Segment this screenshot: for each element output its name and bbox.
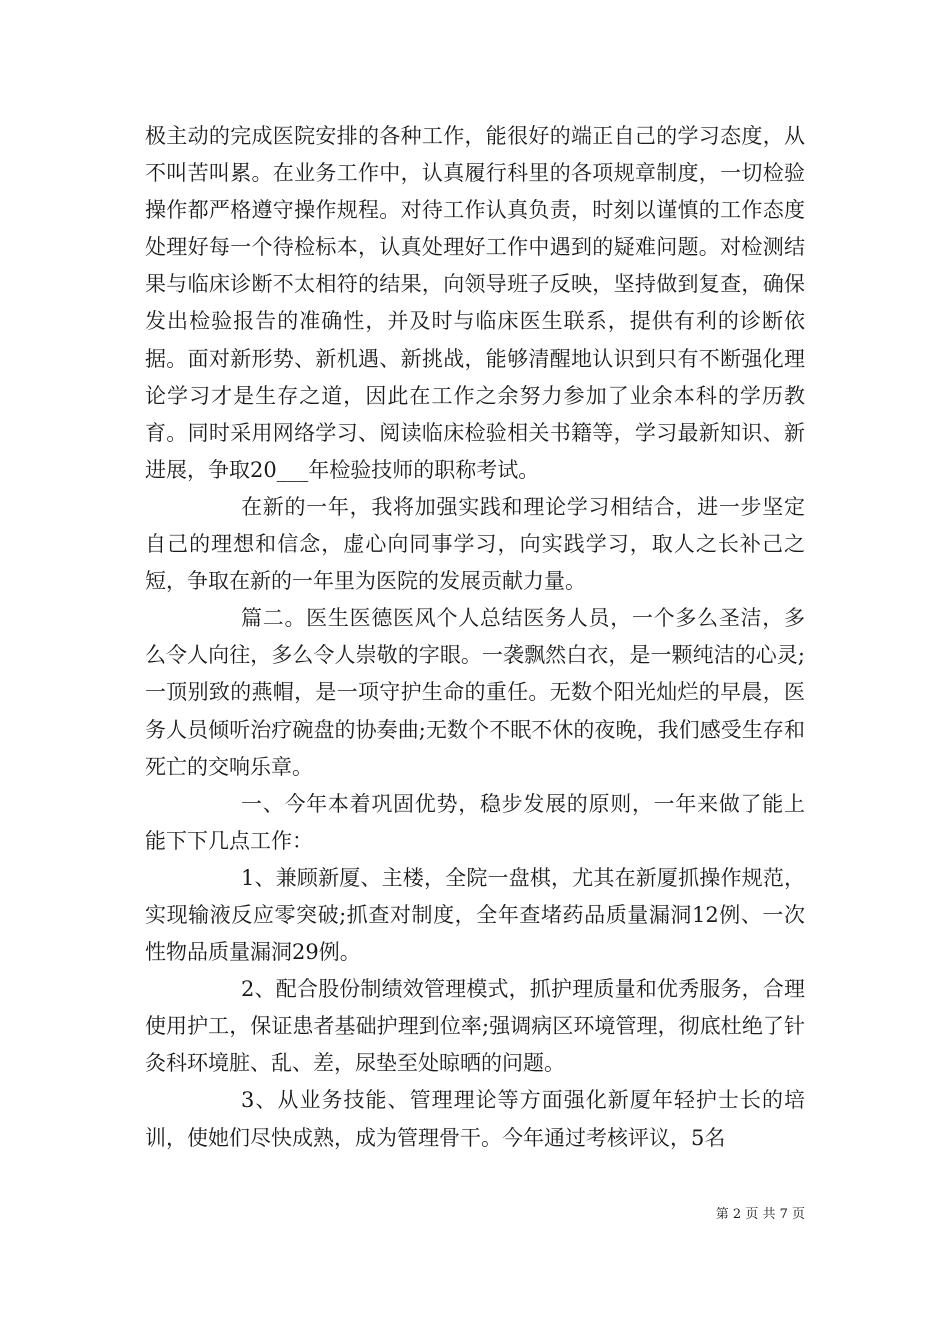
paragraph-item-1: 1、兼顾新厦、主楼，全院一盘棋，尤其在新厦抓操作规范，实现输液反应零突破;抓查对制度，全年查堵药品质量漏洞12例、一次性物品质量漏洞29例。 [145, 865, 805, 965]
paragraph-item-2: 2、配合股份制绩效管理模式，抓护理质量和优秀服务，合理使用护工，保证患者基础护理到位率;强调病区环境管理，彻底杜绝了针灸科环境脏、乱、差，尿垫至处晾晒的问题。 [145, 977, 805, 1076]
paragraph-item-3: 3、从业务技能、管理理论等方面强化新厦年轻护士长的培训，使她们尽快成熟，成为管理骨干。今年通过考核评议，5名 [145, 1088, 805, 1150]
document-body [145, 118, 805, 1157]
paragraph-new-year: 在新的一年，我将加强实践和理论学习相结合，进一步坚定自己的理想和信念，虚心向同事学习，向实践学习，取人之长补己之短，争取在新的一年里为医院的发展贡献力量。 [145, 494, 805, 594]
page-number: 第 2 页 共 7 页 [715, 1207, 805, 1222]
paragraph-section-one: 一、今年本着巩固优势，稳步发展的原则，一年来做了能上能下下几点工作： [145, 791, 805, 853]
paragraph-continuation: 极主动的完成医院安排的各种工作，能很好的端正自己的学习态度，从不叫苦叫累。在业务工作中，认真履行科里的各项规章制度，一切检验操作都严格遵守操作规程。对待工作认真负责，时刻以谨慎的工作态度处理好每一个待检标本，认真处理好工作中遇到的疑难问题。对检测结果与临床诊断不太相符的结果，向领导班子反映，坚持做到复查，确保发出检验报告的准确性，并及时与临床医生联系，提供有利的诊断依据。面对新形势、新机遇、新挑战，能够清醒地认识到只有不断强化理论学习才是生存之道，因此在工作之余努力参加了业余本科的学历教育。同时采用网络学习、阅读临床检验相关书籍等，学习最新知识、新进展，争取20___年检验技师的职称考试。 [145, 124, 805, 482]
paragraph-part-two: 篇二。医生医德医风个人总结医务人员，一个多么圣洁，多么令人向往，多么令人崇敬的字眼。一袭飘然白衣，是一颗纯洁的心灵;一顶别致的燕帽，是一项守护生命的重任。无数个阳光灿烂的早晨，医务人员倾听治疗碗盘的协奏曲;无数个不眠不休的夜晚，我们感受生存和死亡的交响乐章。 [145, 606, 805, 779]
